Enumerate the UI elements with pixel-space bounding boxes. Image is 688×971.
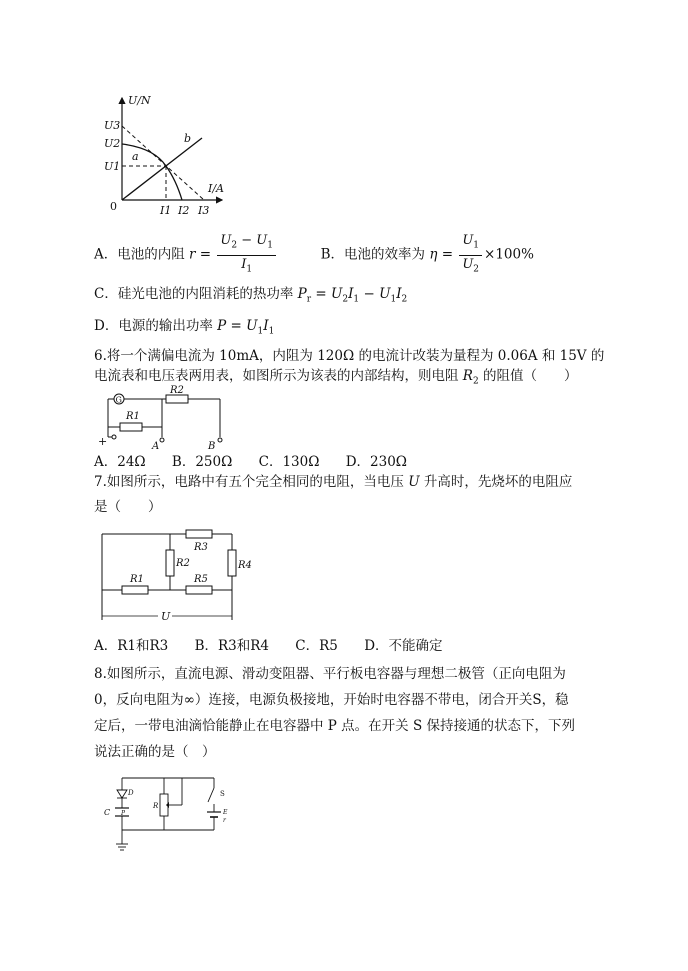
- q8-line3: 定后，一带电油滴恰能静止在电容器中 P 点。在开关 S 保持接通的状态下，下列: [94, 718, 575, 734]
- fraction-internal-resistance: $\frac{U_2 - U_1}{I_1}$: [217, 232, 276, 278]
- q5-option-d-row: D．电源的输出功率 $P = U_1I_1$: [94, 318, 275, 337]
- point-p-label: P: [121, 810, 126, 817]
- q6-stem-line2: 电流表和电压表两用表，如图所示为该表的内部结构，则电阻 $R_2$ 的阻值（ ）: [94, 368, 578, 387]
- q8-circuit: [102, 772, 242, 854]
- graph-y-label: U/N: [128, 94, 151, 107]
- q8-line1: 8.如图所示，直流电源、滑动变阻器、平行板电容器与理想二极管（正向电阻为: [94, 666, 566, 682]
- galvanometer-label: G: [115, 395, 122, 405]
- r1-label: R1: [126, 411, 140, 422]
- q6-choice-b[interactable]: B．250Ω: [171, 454, 233, 470]
- label-i1: I1: [160, 204, 172, 217]
- q7-r3-label: R3: [194, 542, 208, 553]
- iu-graph: [104, 92, 244, 220]
- q7-r4-label: R4: [238, 560, 252, 571]
- q7-stem-line2: 是（ ）: [94, 499, 162, 515]
- q6-choice-a[interactable]: A．24Ω: [94, 454, 146, 470]
- q5-option-d: D．电源的输出功率: [94, 318, 213, 334]
- q5-option-c: C．硅光电池的内阻消耗的热功率: [94, 286, 294, 302]
- q7-choice-a[interactable]: A．R1和R3: [94, 638, 169, 654]
- switch-label: S: [220, 790, 225, 798]
- q8-line2: 0，反向电阻为∞）连接，电源负极接地，开始时电容器不带电，闭合开关S，稳: [94, 692, 569, 708]
- q7-u-label: U: [161, 610, 171, 623]
- q6-choice-c[interactable]: C．130Ω: [258, 454, 320, 470]
- q5-option-b: B．电池的效率为: [320, 246, 426, 263]
- capacitor-label: C: [104, 808, 111, 817]
- q6-choice-d[interactable]: D．230Ω: [345, 454, 407, 470]
- q7-circuit: [96, 524, 266, 630]
- emf-label: E: [223, 809, 228, 816]
- terminal-b-label: B: [208, 441, 216, 451]
- label-i3: I3: [198, 204, 210, 217]
- q6-choices: [94, 452, 429, 472]
- q7-r2-label: R2: [176, 558, 190, 569]
- q5-option-row-ab: A．电池的内阻 r = $\frac{U_2 - U_1}{I_1}$ B．电池的效率为 η = $\frac{U_1}{U_2}$ ×100%: [94, 232, 534, 278]
- diode-label: D: [128, 789, 134, 797]
- terminal-a-label: A: [152, 441, 160, 451]
- plus-terminal-label: +: [98, 435, 108, 448]
- q7-choice-c[interactable]: C．R5: [295, 638, 338, 654]
- q5-option-c-row: C．硅光电池的内阻消耗的热功率 $P_r = U_2I_1 - U_1I_2$: [94, 286, 408, 305]
- q7-choice-b[interactable]: B．R3和R4: [194, 638, 269, 654]
- label-u3: U3: [104, 119, 121, 132]
- line-b-label: b: [184, 132, 192, 145]
- q7-r1-label: R1: [130, 574, 144, 585]
- q6-stem-line1: 6.将一个满偏电流为 10mA，内阻为 120Ω 的电流计改装为量程为 0.06A 和 15V 的: [94, 348, 605, 364]
- label-u1: U1: [104, 160, 121, 173]
- q7-stem-line1: 7.如图所示，电路中有五个完全相同的电阻，当电压 U 升高时，先烧坏的电阻应: [94, 474, 573, 490]
- rheostat-label: R: [153, 802, 159, 810]
- graph-x-label: I/A: [208, 182, 224, 195]
- q8-line4: 说法正确的是（ ）: [94, 744, 216, 760]
- curve-a-label: a: [132, 150, 139, 163]
- label-u2: U2: [104, 137, 121, 150]
- label-i2: I2: [178, 204, 190, 217]
- q7-choices: [94, 636, 465, 656]
- origin-label: 0: [110, 200, 117, 213]
- internal-r-label: r: [223, 817, 226, 824]
- r2-label: R2: [170, 385, 184, 396]
- q7-r5-label: R5: [194, 574, 208, 585]
- fraction-efficiency: $\frac{U_1}{U_2}$: [459, 232, 482, 278]
- q5-option-a: A．电池的内阻: [94, 246, 185, 263]
- q7-choice-d[interactable]: D．不能确定: [364, 638, 443, 654]
- q6-circuit: [96, 385, 236, 451]
